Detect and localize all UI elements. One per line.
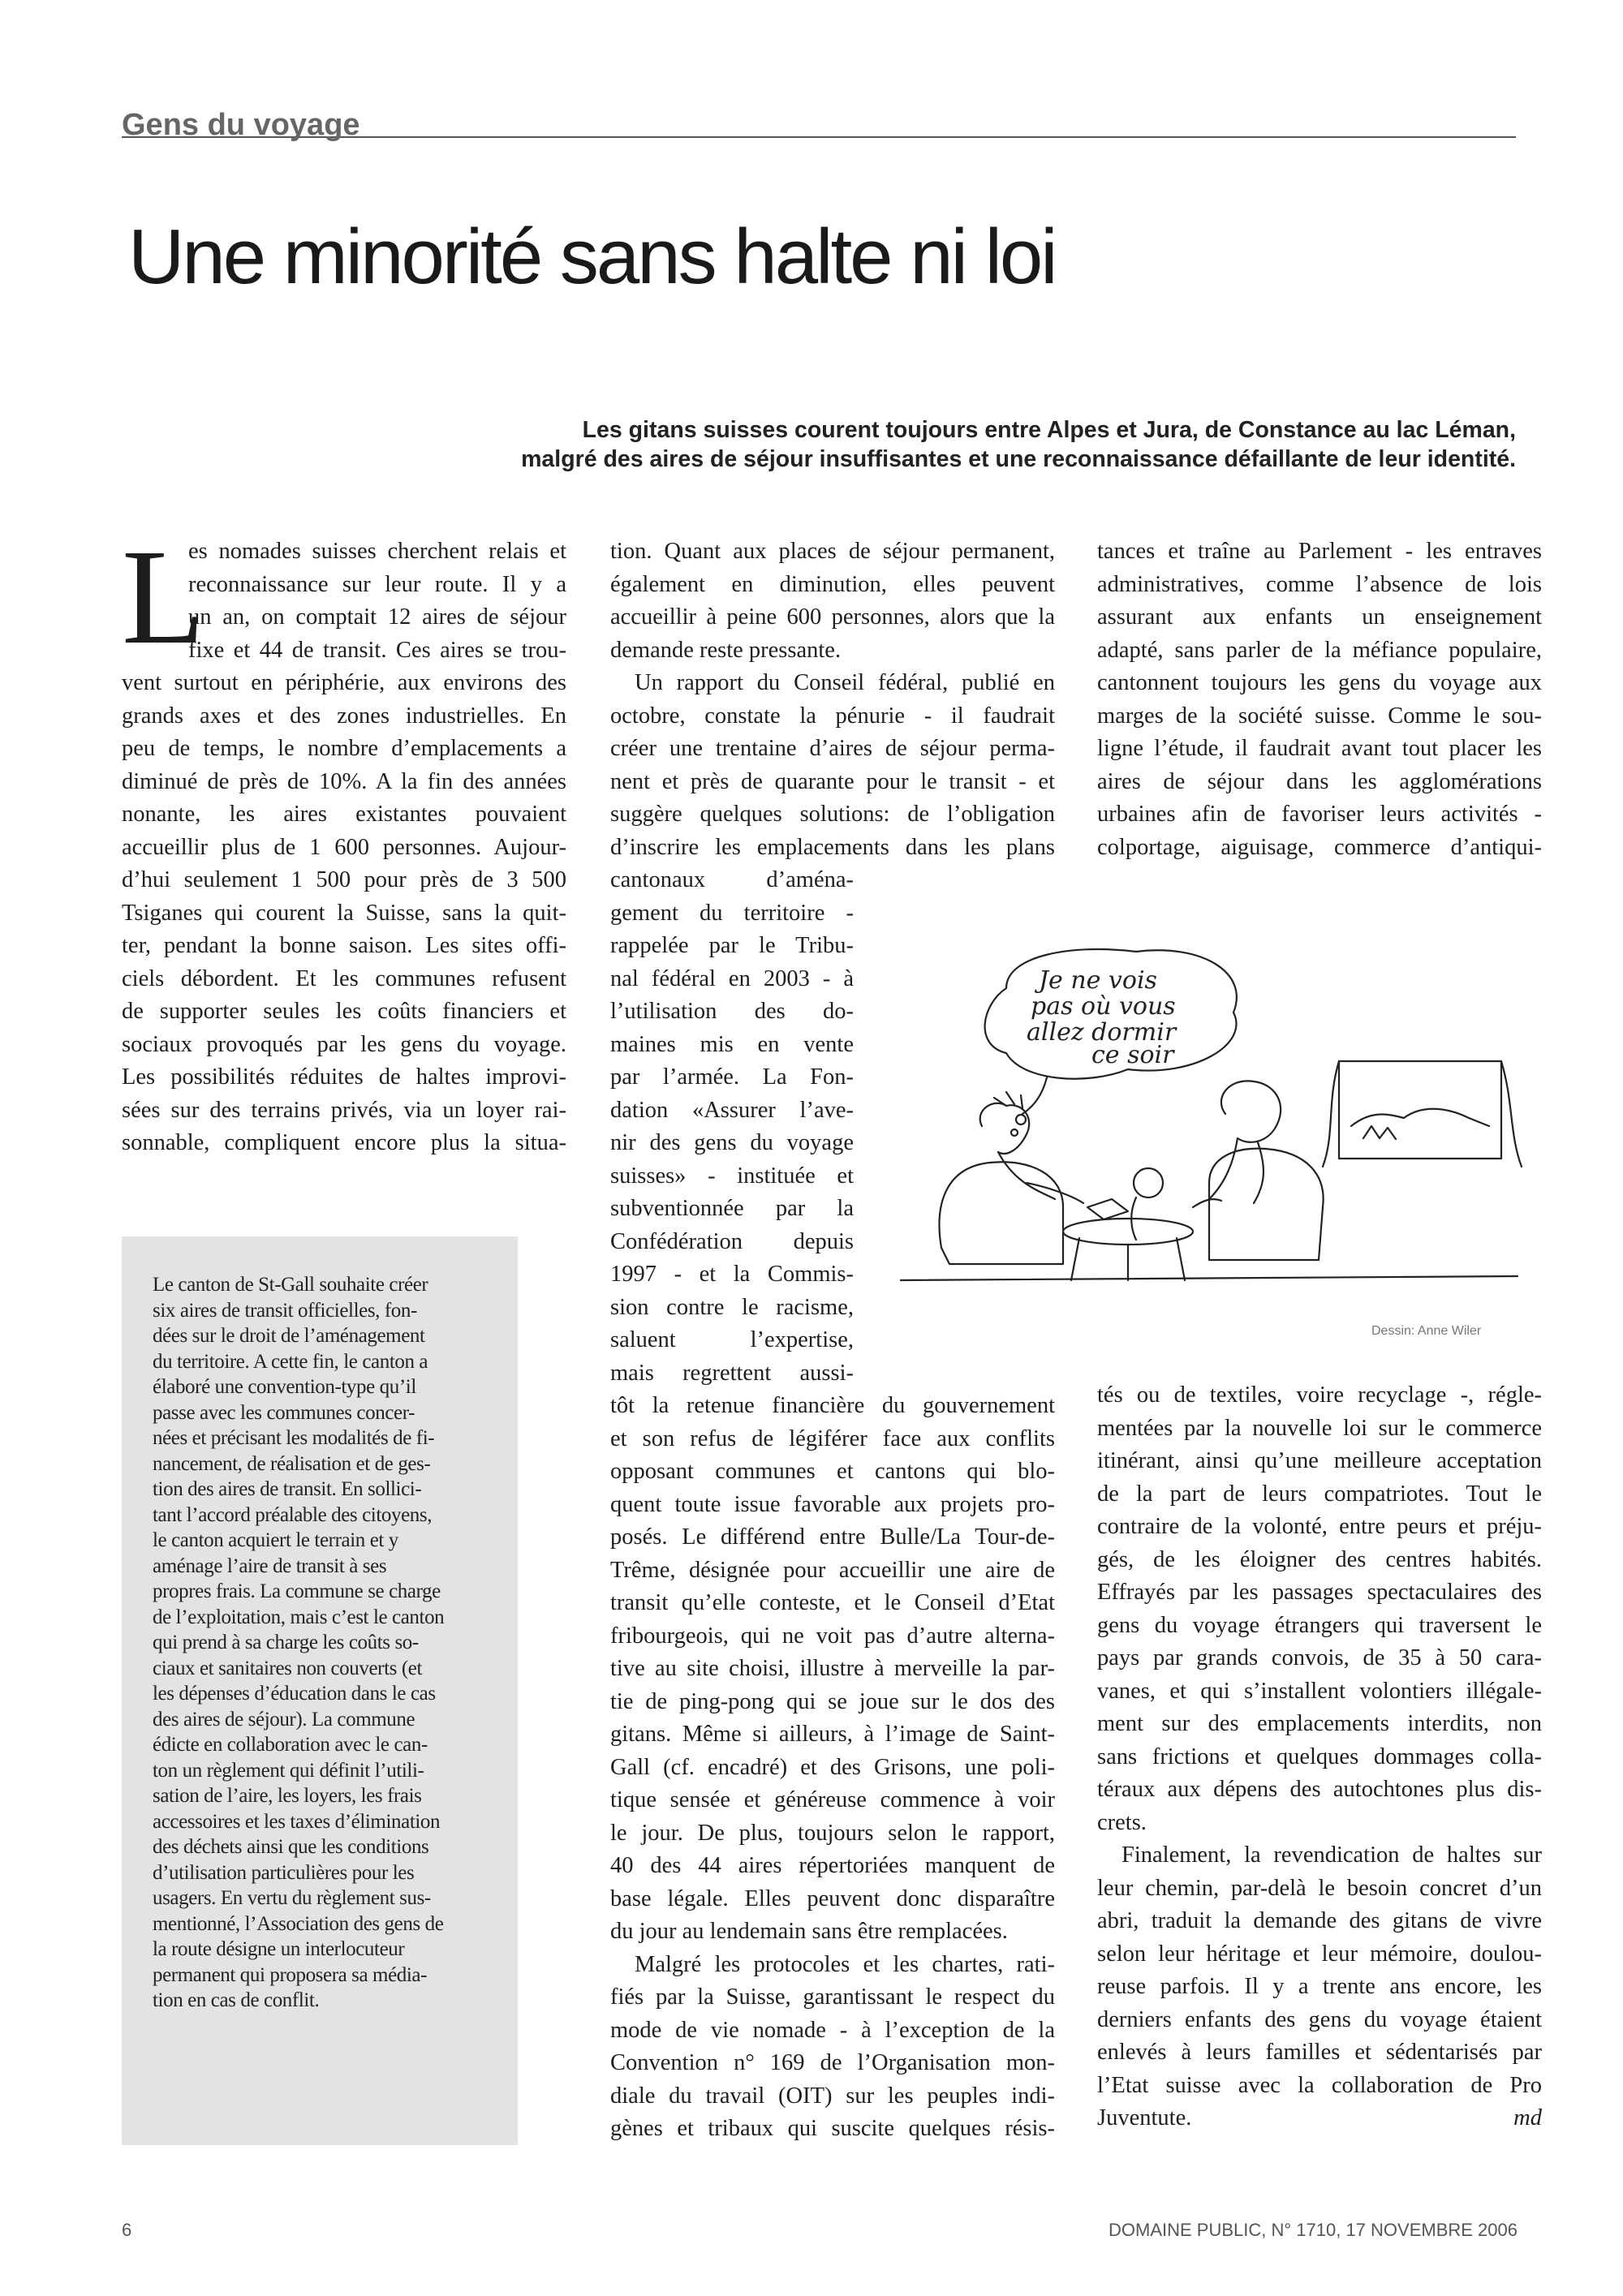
child-head [1134,1168,1163,1197]
text-line: fiés par la Suisse, garantissant le respect du [610,1984,1055,2010]
article-title: Une minorité sans halte ni loi [128,213,1056,300]
text-line: usagers. En vertu du règlement sus- [153,1887,431,1909]
text-line: marges de la société suisse. Comme le sou- [1097,703,1542,729]
text-line: nées et précisant les modalités de fi- [153,1427,435,1449]
text-line: demande reste pressante. [610,637,842,663]
text-line: gement du territoire - [610,900,854,926]
page-number: 6 [122,2220,132,2240]
text-line: abri, traduit la demande des gitans de vivre [1097,1908,1542,1933]
column-1 [122,535,566,1160]
text-line: accueillir à peine 600 personnes, alors que la [610,604,1055,630]
text-line: administratives, comme l’absence de lois [1097,571,1542,597]
text-line: sociaux provoqués par les gens du voyage. [122,1031,566,1057]
text-line: enlevés à leurs familles et sédentarisés par [1097,2040,1542,2065]
armchair-right [1209,1149,1324,1260]
text-line: Effrayés par les passages spectaculaires des [1097,1580,1542,1605]
text-line: crets. [1097,1809,1147,1835]
text-line: nancement, de réalisation et de ges- [153,1452,431,1475]
text-line: diminué de près de 10%. A la fin des années [122,768,566,794]
text-line: rappelée par le Tribu- [610,933,854,958]
text-line: accueillir plus de 1 600 personnes. Aujour- [122,834,566,860]
column-2-narrow [610,864,854,1390]
text-line: suggère quelques solutions: de l’obligation [610,802,1055,827]
article-lede [308,415,1516,474]
text-line: cantonaux d’aména- [610,867,854,892]
text-line: posés. Le différend entre Bulle/La Tour-de- [610,1524,1055,1550]
text-line: tive au site choisi, illustre à merveille la par- [610,1656,1055,1681]
publication-info: DOMAINE PUBLIC, N° 1710, 17 NOVEMBRE 2006 [1109,2220,1518,2240]
column-3-final-line [1097,2102,1542,2135]
text-line: Trême, désignée pour accueillir une aire de [610,1557,1055,1583]
text-line: tés ou de textiles, voire recyclage -, régle- [1097,1382,1542,1408]
text-line: les dépenses d’éducation dans le cas [153,1683,436,1705]
text-line: tie de ping-pong qui se joue sur le dos des [610,1688,1055,1714]
text-line: selon leur héritage et leur mémoire, doulou- [1097,1941,1542,1967]
text-line: ciels débordent. Et les communes refusent [122,965,566,991]
text-line: et son refus de légiférer face aux conflits [610,1425,1055,1451]
author-signature: md [1513,2105,1542,2130]
text-line: de l’exploitation, mais c’est le canton [153,1606,445,1628]
armchair-left [940,1162,1064,1264]
text-line: gitans. Même si ailleurs, à l’image de Saint- [610,1722,1055,1747]
text-line: gens du voyage étrangers qui traversent le [1097,1612,1542,1638]
section-title: Gens du voyage [122,108,360,142]
column-3-para-1 [1097,535,1542,864]
text-line: itinérant, ainsi qu’une meilleure acceptation [1097,1448,1542,1473]
lede-line: Les gitans suisses courent toujours entre Alpes et Jura, de Constance au lac Léman, [582,417,1516,443]
text-line: ciaux et sanitaires non couverts (et [153,1657,422,1679]
text-line: nal fédéral en 2003 - à [610,965,854,991]
lede-line: malgré des aires de séjour insuffisantes et une reconnaissance défaillante de leur identité. [521,446,1516,472]
column-2-para-1 [610,535,1055,667]
text-line: tion. Quant aux places de séjour permanent, [610,539,1055,564]
text-line: leur chemin, par-delà le besoin concret d’un [1097,1875,1542,1901]
cartoon-credit: Dessin: Anne Wiler [1371,1324,1482,1338]
text-line: es nomades suisses cherchent relais et [188,539,566,564]
text-line: de supporter seules les coûts financiers et [122,999,566,1024]
text-line: le canton acquiert le terrain et y [153,1529,398,1551]
text-line: élaboré une convention-type qu’il [153,1376,416,1398]
text-line: gènes et tribaux qui suscite quelques résis- [610,2116,1055,2141]
sidebar-text [153,1272,510,2014]
text-line: Gall (cf. encadré) et des Grisons, une poli- [610,1754,1055,1780]
text-line: reuse parfois. Il y a trente ans encore, les [1097,1974,1542,1999]
text-line: transit qu’elle conteste, et le Conseil d’Etat [610,1590,1055,1615]
text-line: ment sur des emplacements interdits, non [1097,1711,1542,1736]
text-line: diale du travail (OIT) sur les peuples indi- [610,2083,1055,2109]
text-line: l’Etat suisse avec la collaboration de Pro [1097,2072,1542,2098]
column-3-para-3 [1097,1839,1542,2102]
text-line: dées sur le droit de l’aménagement [153,1325,425,1347]
text-line: aires de séjour dans les agglomérations [1097,768,1542,794]
text-line: vanes, et qui s’installent volontiers illégale- [1097,1678,1542,1704]
text-line: du territoire. A cette fin, le canton a [153,1350,428,1373]
text-line: mentées par la nouvelle loi sur le commerce [1097,1415,1542,1441]
text-line: mais regrettent aussi- [610,1360,854,1386]
text-line: passe avec les communes concer- [153,1401,415,1424]
text-line: de la part de leurs compatriotes. Tout le [1097,1481,1542,1507]
text-line: sation de l’aire, les loyers, les frais [153,1785,422,1807]
text-line: par l’armée. La Fon- [610,1064,854,1090]
text-line: octobre, constate la pénurie - il faudrait [610,703,1055,729]
text-line: gés, de les éloigner des centres habités. [1097,1546,1542,1572]
text-line: Convention n° 169 de l’Organisation mon- [610,2050,1055,2075]
text-line: un an, on comptait 12 aires de séjour [188,604,566,630]
text-line: pays par grands convois, de 35 à 50 cara- [1097,1645,1542,1670]
text-line: maines mis en vente [610,1031,854,1057]
column-1-text [122,535,566,1160]
text-line: contraire de la volonté, entre peurs et préju- [1097,1514,1542,1539]
text-line: grands axes et des zones industrielles. En [122,703,566,729]
text-line: tôt la retenue financière du gouvernement [610,1393,1055,1418]
text-line: cantonnent toujours les gens du voyage aux [1097,670,1542,695]
text-line: également en diminution, elles peuvent [610,571,1055,597]
text-line: colportage, aiguisage, commerce d’antiqui- [1097,834,1542,860]
text-line: quent toute issue favorable aux projets pro- [610,1491,1055,1517]
text-line: fribourgeois, qui ne voit pas d’autre alterna- [610,1623,1055,1649]
text-line: nir des gens du voyage [610,1130,854,1155]
text-line: nent et près de quarante pour le transit - et [610,768,1055,794]
final-word: Juventute. [1097,2105,1192,2130]
text-line: ligne l’étude, il faudrait avant tout placer les [1097,736,1542,761]
text-line: ton un règlement qui définit l’utili- [153,1759,424,1782]
text-line: six aires de transit officielles, fon- [153,1299,417,1322]
bubble-line-4: ce soir [1091,1041,1174,1069]
column-3-top [1097,535,1542,864]
text-line: sonnable, compliquent encore plus la situa- [122,1130,566,1155]
column-3-bottom [1097,1379,1542,2135]
drop-cap: L [122,522,205,673]
sidebar-box [122,1236,518,2145]
column-2-para-4 [610,1949,1055,2146]
text-line: du jour au lendemain sans être remplacées. [610,1919,1008,1944]
bubble-tail [1022,1077,1047,1114]
text-line: ter, pendant la bonne saison. Les sites offi- [122,933,566,958]
text-line: peu de temps, le nombre d’emplacements a [122,736,566,761]
text-line: le jour. De plus, toujours selon le rapport, [610,1820,1055,1846]
text-line: Le canton de St-Gall souhaite créer [153,1274,428,1296]
text-line: permanent qui proposera sa média- [153,1963,428,1986]
text-line: fixe et 44 de transit. Ces aires se trou- [188,637,566,663]
text-line: d’hui seulement 1 500 pour près de 3 500 [122,867,566,892]
text-line: aménage l’aire de transit à ses [153,1554,387,1577]
left-figure [980,1103,1029,1154]
text-line: des déchets ainsi que les conditions [153,1836,429,1858]
text-line: assurant aux enfants un enseignement [1097,604,1542,630]
text-line: reconnaissance sur leur route. Il y a [188,571,566,597]
text-line: des aires de séjour). La commune [153,1708,415,1731]
text-line: d’inscrire les emplacements dans les plans [610,834,1055,860]
text-line: saluent l’expertise, [610,1327,854,1352]
text-line: subventionnée par la [610,1196,854,1221]
text-line: Un rapport du Conseil fédéral, publié en [635,670,1055,695]
text-line: vent surtout en périphérie, aux environs des [122,670,566,695]
text-line: Confédération depuis [610,1228,854,1254]
right-figure [1221,1081,1281,1142]
bubble-line-1: Je ne vois [1039,966,1157,995]
text-line: tion des aires de transit. En sollici- [153,1478,422,1500]
text-line: mode de vie nomade - à l’exception de la [610,2017,1055,2043]
text-line: créer une trentaine d’aires de séjour perma- [610,736,1055,761]
text-line: accessoires et les taxes d’élimination [153,1810,441,1833]
text-line: édicte en collaboration avec le can- [153,1734,428,1756]
text-line: tances et traîne au Parlement - les entraves [1097,539,1542,564]
text-line: tant l’accord préalable des citoyens, [153,1503,433,1526]
text-line: nonante, les aires existantes pouvaient [122,802,566,827]
column-2-para-2 [610,667,1055,864]
text-line: 40 des 44 aires répertoriées manquent de [610,1853,1055,1878]
text-line: mentionné, l’Association des gens de [153,1912,444,1935]
bubble-line-2: pas où vous [1031,992,1176,1021]
floor-line [901,1276,1518,1280]
text-line: l’utilisation des do- [610,999,854,1024]
text-line: sans frictions et quelques dommages colla- [1097,1743,1542,1769]
text-line: Malgré les protocoles et les chartes, rati- [635,1951,1055,1977]
column-2-para-3 [610,1390,1055,1949]
text-line: suisses» - instituée et [610,1163,854,1189]
text-line: derniers enfants des gens du voyage étaient [1097,2006,1542,2032]
text-line: opposant communes et cantons qui blo- [610,1459,1055,1484]
text-line: adapté, sans parler de la méfiance populaire, [1097,637,1542,663]
text-line: téraux aux dépens des autochtones plus dis- [1097,1777,1542,1802]
text-line: Les possibilités réduites de haltes improvi- [122,1064,566,1090]
text-line: 1997 - et la Commis- [610,1262,854,1287]
text-line: qui prend à sa charge les coûts so- [153,1632,419,1653]
bubble-line-3: allez dormir [1027,1018,1177,1047]
section-header [122,101,1516,142]
column-2 [610,535,1055,2146]
text-line: dation «Assurer l’ave- [610,1097,854,1123]
text-line: Tsiganes qui courent la Suisse, sans la quit- [122,900,566,926]
text-line: sion contre le racisme, [610,1294,854,1320]
text-line: sées sur des terrains privés, via un loyer rai- [122,1097,566,1123]
column-3-para-2 [1097,1379,1542,1839]
text-line: base légale. Elles peuvent donc disparaître [610,1885,1055,1911]
text-line: la route désigne un interlocuteur [153,1938,405,1960]
coffee-table [1063,1219,1193,1245]
text-line: propres frais. La commune se charge [153,1580,441,1602]
cartoon-illustration [885,939,1526,1305]
text-line: tique sensée et généreuse commence à voir [610,1787,1055,1812]
text-line: tion en cas de conflit. [153,1989,320,2011]
text-line: Finalement, la revendication de haltes sur [1121,1842,1542,1868]
text-line: urbaines afin de favoriser leurs activités - [1097,802,1542,827]
text-line: d’utilisation particulières pour les [153,1861,415,1884]
